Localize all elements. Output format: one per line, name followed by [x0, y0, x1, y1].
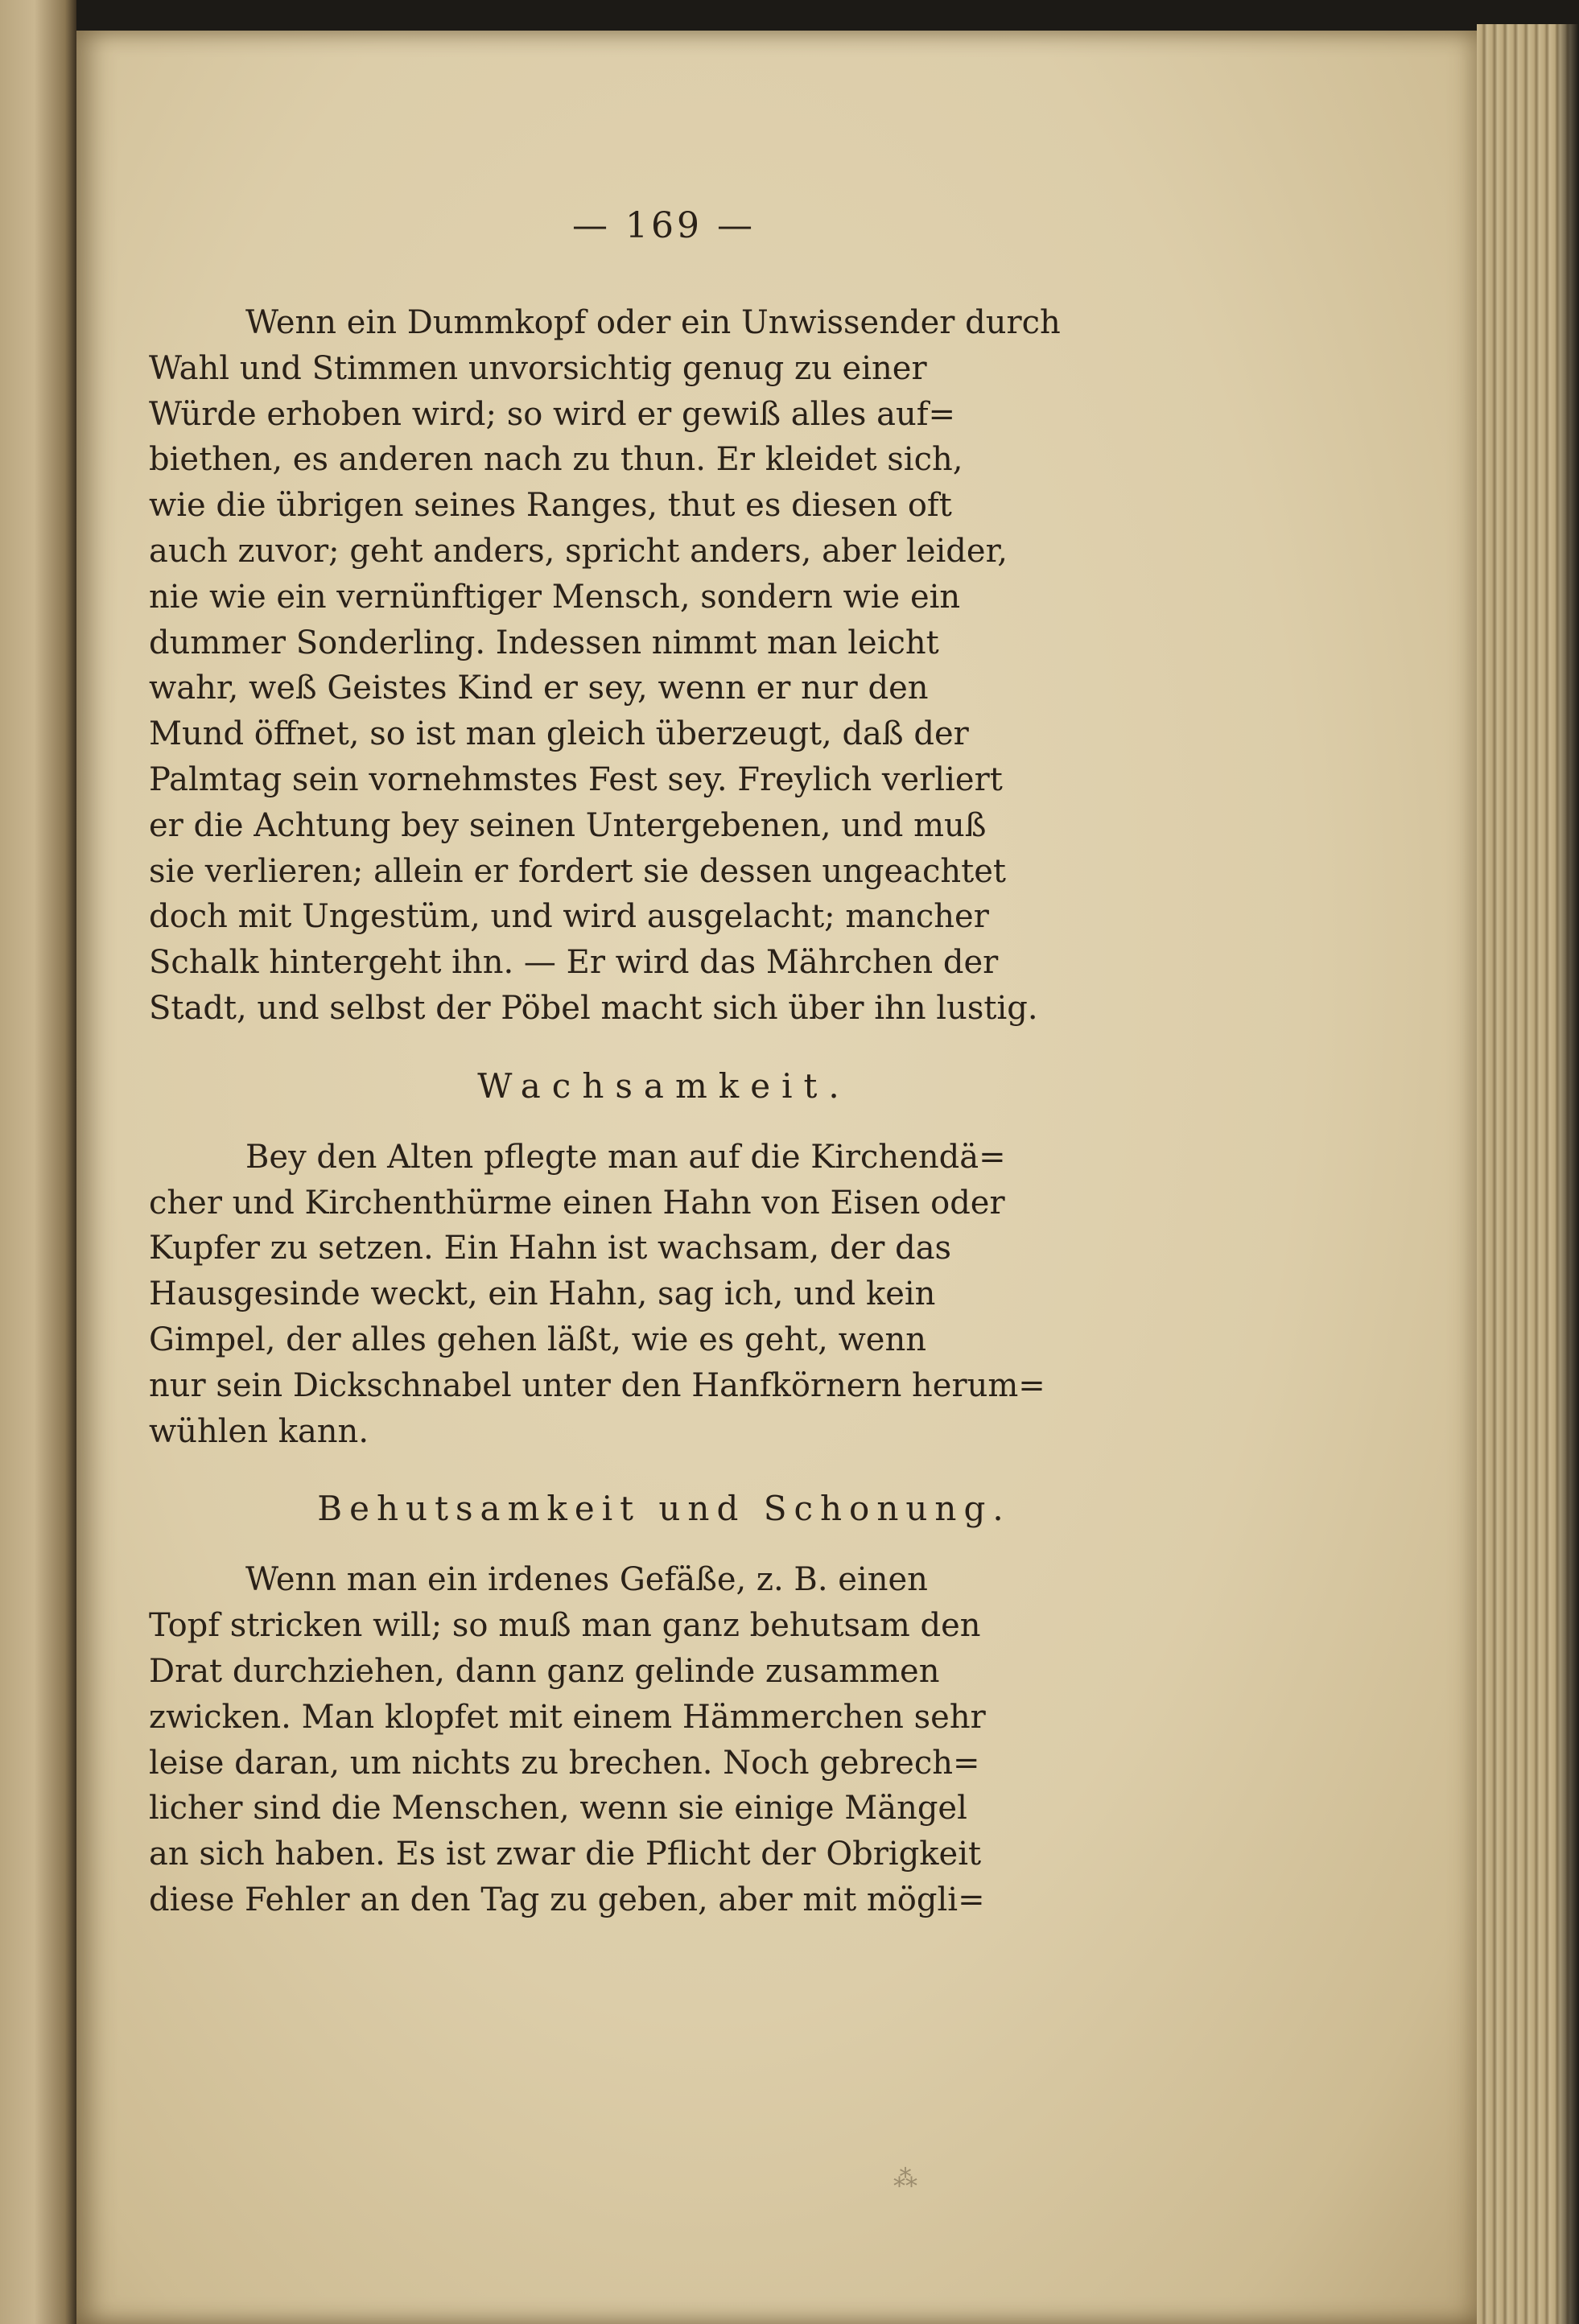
text-line: Topf stricken will; so muß man ganz behutsam den [149, 1607, 981, 1645]
text-line: wie die übrigen seines Ranges, thut es diesen oft [149, 487, 952, 525]
text-line: biethen, es anderen nach zu thun. Er kleidet sich, [149, 441, 963, 479]
text-line: Würde erhoben wird; so wird er gewiß alles auf= [149, 395, 956, 433]
text-line: Kupfer zu setzen. Ein Hahn ist wachsam, der das [149, 1230, 952, 1267]
section-heading-behutsamkeit: Behutsamkeit und Schonung. [317, 1489, 1011, 1529]
paragraph-1 [149, 300, 1179, 1032]
text-line: auch zuvor; geht anders, spricht anders, aber leider, [149, 532, 1008, 570]
text-line: dummer Sonderling. Indessen nimmt man leicht [149, 624, 939, 661]
text-line: nur sein Dickschnabel unter den Hanfkörnern herum= [149, 1366, 1045, 1404]
text-line: Hausgesinde weckt, ein Hahn, sag ich, und kein [149, 1275, 936, 1313]
text-line: diese Fehler an den Tag zu geben, aber mit mögli= [149, 1881, 985, 1918]
text-line: Drat durchziehen, dann ganz gelinde zusammen [149, 1652, 940, 1690]
text-line: Wenn ein Dummkopf oder ein Unwissender durch [245, 304, 1061, 341]
previous-page-edge [0, 0, 76, 2324]
section-heading-wachsamkeit: Wachsamkeit. [477, 1065, 851, 1106]
text-line: an sich haben. Es ist zwar die Pflicht der Obrigkeit [149, 1836, 982, 1873]
text-line: Gimpel, der alles gehen läßt, wie es geht, wenn [149, 1321, 926, 1358]
page-text-block [149, 205, 1179, 1923]
page-number: — 169 — [572, 205, 756, 246]
text-line: Wenn man ein irdenes Gefäße, z. B. einen [245, 1561, 928, 1599]
text-line: Mund öffnet, so ist man gleich überzeugt, daß der [149, 715, 969, 753]
text-line: sie verlieren; allein er fordert sie dessen ungeachtet [149, 852, 1006, 890]
page-stack-fore-edge [1477, 24, 1579, 2324]
text-line: Stadt, und selbst der Pöbel macht sich über ihn lustig. [149, 989, 1038, 1027]
text-line: wahr, weß Geistes Kind er sey, wenn er nur den [149, 670, 929, 707]
text-line: wühlen kann. [149, 1412, 369, 1450]
text-line: er die Achtung bey seinen Untergebenen, und muß [149, 806, 987, 844]
text-line: doch mit Ungestüm, und wird ausgelacht; mancher [149, 898, 989, 936]
text-line: leise daran, um nichts zu brechen. Noch gebrech= [149, 1744, 980, 1782]
text-line: zwicken. Man klopfet mit einem Hämmerchen sehr [149, 1698, 986, 1736]
paragraph-3 [149, 1557, 1179, 1922]
text-line: Bey den Alten pflegte man auf die Kirchendä= [245, 1138, 1006, 1176]
ink-smudge-mark: ⁂ [893, 2165, 917, 2193]
text-line: Wahl und Stimmen unvorsichtig genug zu einer [149, 349, 927, 387]
text-line: cher und Kirchenthürme einen Hahn von Eisen oder [149, 1184, 1005, 1222]
text-line: nie wie ein vernünftiger Mensch, sondern wie ein [149, 578, 961, 616]
paragraph-2 [149, 1135, 1179, 1455]
text-line: licher sind die Menschen, wenn sie einige Mängel [149, 1790, 967, 1827]
text-line: Palmtag sein vornehmstes Fest sey. Freylich verliert [149, 760, 1003, 798]
text-line: Schalk hintergeht ihn. — Er wird das Mährchen der [149, 944, 999, 982]
